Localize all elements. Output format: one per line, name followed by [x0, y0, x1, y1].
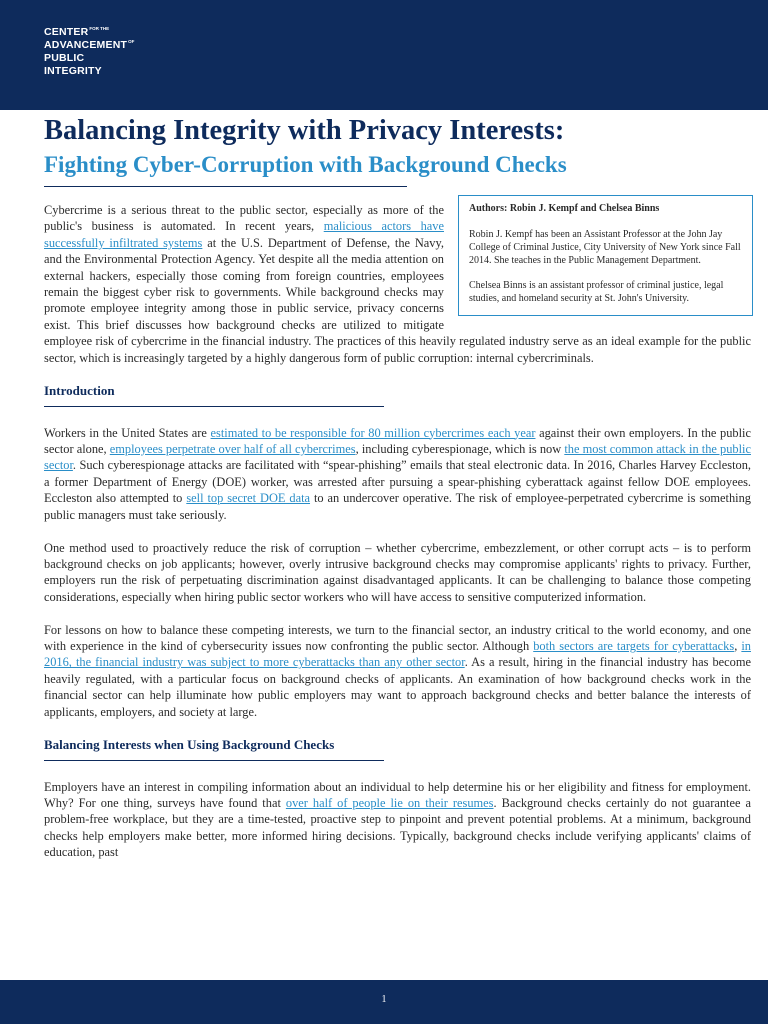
- paragraph-1: [44, 425, 751, 523]
- link-malicious-actors[interactable]: malicious actors have successfully infiltrated systems: [44, 219, 444, 250]
- link-both-sectors-targets[interactable]: both sectors are targets for cyberattacks: [533, 639, 735, 654]
- section-heading-introduction: Introduction: [44, 383, 384, 407]
- link-most-common-attack[interactable]: the most common attack in the public sector: [44, 441, 751, 473]
- article-body: [44, 202, 751, 877]
- logo-small-text-1: FOR THE: [89, 26, 110, 31]
- authors-heading: Authors: Robin J. Kempf and Chelsea Binns: [469, 203, 660, 214]
- text-span: , including cyberespionage, which is now: [355, 441, 565, 456]
- link-employees-perpetrate[interactable]: employees perpetrate over half of all cybercrimes: [109, 441, 356, 456]
- page-title: Balancing Integrity with Privacy Interests:: [44, 115, 565, 146]
- author-bio-kempf: Robin J. Kempf has been an Assistant Professor at the John Jay College of Criminal Justice, City University of New York since Fall 2014. She teaches in the Public Management Department.: [469, 229, 741, 266]
- text-span: against their own employers. In the public sector alone,: [44, 425, 752, 456]
- author-bio-binns: Chelsea Binns is an assistant professor of criminal justice, legal studies, and homeland security at St. John's University.: [469, 280, 724, 304]
- text-span: Workers in the United States are: [44, 425, 211, 440]
- title-divider: [44, 186, 407, 187]
- paragraph-3: [44, 622, 751, 720]
- footer-bar: [0, 980, 768, 1024]
- page-subtitle: Fighting Cyber-Corruption with Background Checks: [44, 152, 567, 177]
- logo-line-1: CENTER: [44, 26, 89, 38]
- authors-box: [458, 195, 753, 316]
- paragraph-2: One method used to proactively reduce the risk of corruption – whether cybercrime, embezzlement, or other corrupt acts – is to perform background checks on job applicants; however, overly intrusive background checks may compromise applicants' rights to privacy. Further, employers run the risk of perpetuating discrimination against disadvantaged applicants. It can be challenging to balance those competing considerations, especially when hiring public sector workers who will have access to sensitive computerized information.: [44, 540, 751, 604]
- text-span: Employers have an interest in compiling information about an individual to help determine his or her eligibility and fitness for employment. Why? For one thing, surveys have found that: [44, 779, 751, 810]
- link-financial-industry-2016[interactable]: in 2016, the financial industry was subject to more cyberattacks than any other sector: [44, 639, 751, 670]
- text-span: ,: [734, 639, 742, 654]
- text-span: at the U.S. Department of Defense, the Navy, and the Environmental Protection Agency. Yet despite all the media attention on external hackers, especially those coming from foreign countries, employees remain the biggest cyber risk to governments. While background checks may promote employee integrity among those in public service, privacy concerns exist. This brief discusses how background checks are utilized to mitigate employee risk of cybercrime in the financial industry. The practices of this heavily regulated industry serve as an ideal example for the public sector, which is increasingly targeted by a highly dangerous form of public corruption: internal cybercriminals.: [44, 235, 751, 365]
- paragraph-4: [44, 779, 751, 861]
- text-span: Cybercrime is a serious threat to the public sector, especially as more of the public's business is automated. In recent years,: [44, 203, 444, 234]
- text-span: to an undercover operative. The risk of employee-perpetrated cybercrime is something public managers must take seriously.: [44, 491, 751, 522]
- link-lie-on-resumes[interactable]: over half of people lie on their resumes: [285, 795, 494, 810]
- page-number: 1: [381, 994, 387, 1005]
- logo-line-4: INTEGRITY: [44, 65, 102, 77]
- text-span: . Such cyberespionage attacks are facilitated with “spear-phishing” emails that steal electronic data. In 2016, Charles Harvey Eccleston, a former Department of Energy (DOE) worker, was arrested after pursuing a spear-phishing cyberattack against fellow DOE employees. Eccleston also attempted to: [44, 458, 751, 506]
- link-sell-doe-data[interactable]: sell top secret DOE data: [186, 491, 311, 506]
- text-span: For lessons on how to balance these competing interests, we turn to the financial sector, an industry critical to the world economy, and one with experience in the kind of cybersecurity issues now confronting the public sector. Although: [44, 622, 751, 654]
- section-heading-balancing: Balancing Interests when Using Background Checks: [44, 737, 384, 761]
- organization-logo[interactable]: [44, 26, 134, 78]
- header-bar: [0, 0, 768, 110]
- logo-line-2: ADVANCEMENT: [44, 39, 128, 51]
- text-span: . As a result, hiring in the financial industry has become heavily regulated, with a particular focus on background checks of applicants. An examination of how background checks work in the financial sector can help illuminate how public employers may want to approach background checks and better balance the interests of applicants, employers, and society at large.: [44, 655, 751, 719]
- logo-small-text-2: OF: [128, 39, 135, 44]
- text-span: . Background checks certainly do not guarantee a problem-free workplace, but they are a time-tested, proactive step to pinpoint and prevent potential problems. At a minimum, background checks help employers make better, more informed hiring decisions. Typically, background checks include verifying applicants' claims of education, past: [44, 795, 751, 860]
- logo-line-3: PUBLIC: [44, 52, 85, 64]
- link-80-million-cybercrimes[interactable]: estimated to be responsible for 80 million cybercrimes each year: [210, 425, 536, 440]
